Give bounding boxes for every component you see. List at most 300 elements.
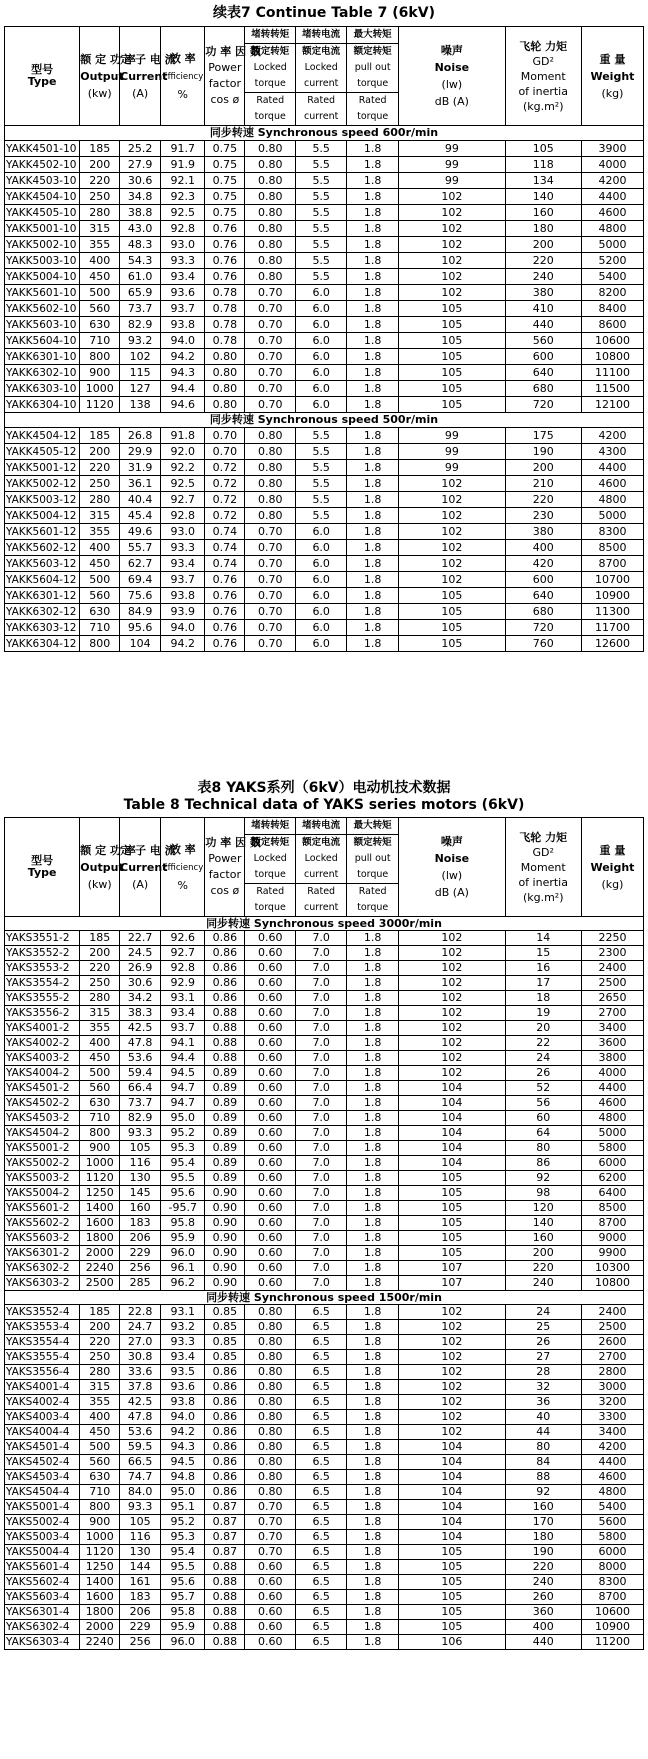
table-cell: 2250 [581, 931, 643, 946]
table-cell: 20 [505, 1021, 581, 1036]
table-cell: 2400 [581, 961, 643, 976]
table-row [5, 1021, 644, 1036]
header-current-unit: (A) [132, 86, 149, 100]
table-cell: 11700 [581, 620, 643, 636]
table-cell: 92.8 [161, 221, 205, 237]
table-cell: 95.7 [161, 1590, 205, 1605]
table-cell: 3900 [581, 141, 643, 157]
header-lc-en2: current [304, 869, 339, 880]
table-cell: 280 [80, 1365, 120, 1380]
table-cell: 1.8 [347, 524, 399, 540]
table-cell: 1.8 [347, 1066, 399, 1081]
table-cell: 0.87 [205, 1500, 245, 1515]
table-cell: 102 [399, 1350, 505, 1365]
table-cell: 280 [80, 492, 120, 508]
table-row [5, 1111, 644, 1126]
table-cell: 93.1 [161, 1305, 205, 1320]
table-cell: 92.5 [161, 205, 205, 221]
table-cell: 6.0 [296, 381, 347, 397]
table-cell: 0.75 [205, 173, 245, 189]
table-cell: 92.1 [161, 173, 205, 189]
header-lt-cn: 堵转转矩 [251, 29, 290, 40]
table-cell: 102 [399, 1395, 505, 1410]
table-cell: YAKS4003-2 [5, 1051, 80, 1066]
table-cell: 0.78 [205, 317, 245, 333]
table-cell: 0.85 [205, 1335, 245, 1350]
table-cell: 720 [505, 620, 581, 636]
table-row [5, 1081, 644, 1096]
table-cell: 1.8 [347, 620, 399, 636]
table-cell: YAKS4502-2 [5, 1096, 80, 1111]
table-row [5, 1575, 644, 1590]
table-cell: 0.60 [245, 1590, 296, 1605]
table-cell: 102 [399, 237, 505, 253]
table-cell: 0.88 [205, 1006, 245, 1021]
table-row [5, 1305, 644, 1320]
table-cell: 3000 [581, 1380, 643, 1395]
table-cell: YAKS4501-2 [5, 1081, 80, 1096]
table-cell: 0.86 [205, 1440, 245, 1455]
table-cell: 94.5 [161, 1455, 205, 1470]
header-noise-en: Noise [434, 61, 470, 74]
table-cell: 0.89 [205, 1066, 245, 1081]
header-mt-en1: pull out [354, 853, 391, 864]
table-cell: 220 [505, 1560, 581, 1575]
table-cell: 400 [505, 540, 581, 556]
header-weight [581, 27, 643, 126]
table-cell: 95.3 [161, 1530, 205, 1545]
table-cell: 0.60 [245, 1216, 296, 1231]
table-cell: 0.86 [205, 1425, 245, 1440]
table-cell: 500 [80, 572, 120, 588]
table-cell: YAKK5604-12 [5, 572, 80, 588]
table-cell: 95.6 [161, 1575, 205, 1590]
table-cell: 4600 [581, 1096, 643, 1111]
table-cell: YAKK6302-10 [5, 365, 80, 381]
header-type [5, 27, 80, 126]
table-cell: 95.2 [161, 1515, 205, 1530]
table-cell: 140 [505, 1216, 581, 1231]
table-cell: 1120 [80, 1171, 120, 1186]
table-cell: 0.80 [245, 269, 296, 285]
table-cell: 380 [505, 524, 581, 540]
table8 [4, 817, 644, 1650]
header-gd-sym: GD² [532, 54, 554, 68]
table-row [5, 1530, 644, 1545]
table-row [5, 492, 644, 508]
table-cell: 1.8 [347, 397, 399, 413]
table-cell: 0.88 [205, 1021, 245, 1036]
table-cell: 0.75 [205, 205, 245, 221]
table-cell: 102 [399, 269, 505, 285]
table-cell: 7.0 [296, 961, 347, 976]
table-cell: 10600 [581, 333, 643, 349]
table-cell: 0.60 [245, 1605, 296, 1620]
table-cell: 230 [505, 508, 581, 524]
table-cell: 1.8 [347, 1320, 399, 1335]
table-cell: 74.7 [120, 1470, 161, 1485]
table-row [5, 365, 644, 381]
table-row [5, 301, 644, 317]
table-cell: 3600 [581, 1036, 643, 1051]
table-cell: 229 [120, 1246, 161, 1261]
table-cell: 95.2 [161, 1126, 205, 1141]
table-cell: 91.7 [161, 141, 205, 157]
table-cell: 680 [505, 381, 581, 397]
table-cell: 0.86 [205, 1380, 245, 1395]
table-cell: 11200 [581, 1635, 643, 1650]
table-cell: 0.60 [245, 1006, 296, 1021]
header-wt-en: Weight [590, 69, 635, 83]
header-mt-sub-cn: 额定转矩 [353, 837, 392, 848]
table-cell: 7.0 [296, 1141, 347, 1156]
table-cell: 19 [505, 1006, 581, 1021]
table-cell: 0.60 [245, 1066, 296, 1081]
table-cell: 10800 [581, 1276, 643, 1291]
table-cell: 40 [505, 1410, 581, 1425]
table-cell: 105 [399, 1545, 505, 1560]
table-cell: 7.0 [296, 1186, 347, 1201]
table-cell: 104 [399, 1141, 505, 1156]
table-cell: 0.80 [245, 1395, 296, 1410]
table-cell: 94.2 [161, 1425, 205, 1440]
table-cell: 1.8 [347, 1605, 399, 1620]
table-cell: 6.0 [296, 397, 347, 413]
table-cell: 400 [80, 1036, 120, 1051]
table-row [5, 1171, 644, 1186]
table-cell: 93.1 [161, 991, 205, 1006]
table-cell: 102 [399, 1320, 505, 1335]
table-cell: 1.8 [347, 540, 399, 556]
table-cell: 1.8 [347, 1410, 399, 1425]
table-cell: 0.70 [245, 397, 296, 413]
table-cell: 1.8 [347, 1051, 399, 1066]
table-cell: 0.80 [205, 349, 245, 365]
table-cell: 8300 [581, 524, 643, 540]
table-cell: YAKS4504-4 [5, 1485, 80, 1500]
table-cell: 102 [399, 1006, 505, 1021]
table-cell: 800 [80, 1500, 120, 1515]
table-cell: 99 [399, 157, 505, 173]
table-cell: 102 [399, 1425, 505, 1440]
header-lt-cn: 堵转转矩 [251, 820, 290, 831]
table-cell: 0.87 [205, 1545, 245, 1560]
header-output-unit: (kw) [87, 86, 112, 100]
table-cell: 0.88 [205, 1635, 245, 1650]
table-cell: 0.74 [205, 556, 245, 572]
header-locked-torque-cn [245, 27, 296, 44]
table-cell: 118 [505, 157, 581, 173]
table-cell: YAKS4004-4 [5, 1425, 80, 1440]
table-cell: YAKK5003-12 [5, 492, 80, 508]
table-cell: 180 [505, 221, 581, 237]
table-cell: YAKK5002-10 [5, 237, 80, 253]
table-cell: 0.72 [205, 476, 245, 492]
table-cell: 1.8 [347, 1261, 399, 1276]
table-cell: 1.8 [347, 1021, 399, 1036]
table-cell: 102 [120, 349, 161, 365]
header-gd-unit: (kg.m²) [522, 99, 564, 113]
table-row [5, 1201, 644, 1216]
table-cell: 1.8 [347, 1590, 399, 1605]
header-lt-en1: Locked [253, 62, 287, 73]
table-cell: 0.89 [205, 1171, 245, 1186]
table-cell: 440 [505, 1635, 581, 1650]
header-gd2 [505, 27, 581, 126]
header-mt-den2: torque [357, 902, 389, 913]
table-cell: 1.8 [347, 1305, 399, 1320]
header-gd-unit: (kg.m²) [522, 890, 564, 904]
header-lc-cn: 堵转电流 [302, 820, 341, 831]
header-max-torque-cn [347, 27, 399, 44]
table-cell: 12100 [581, 397, 643, 413]
table-cell: 1.8 [347, 205, 399, 221]
table-cell: 94.7 [161, 1096, 205, 1111]
table-row [5, 1545, 644, 1560]
table-cell: YAKS5002-4 [5, 1515, 80, 1530]
table-cell: 0.60 [245, 1246, 296, 1261]
table-cell: 96.0 [161, 1635, 205, 1650]
table-cell: 6.5 [296, 1350, 347, 1365]
table-row [5, 1051, 644, 1066]
header-pf-cn: 功 率 因 数 [205, 45, 261, 58]
table-cell: YAKS3554-2 [5, 976, 80, 991]
table-cell: 95.3 [161, 1141, 205, 1156]
table-cell: 6.5 [296, 1335, 347, 1350]
table-cell: 4800 [581, 492, 643, 508]
table-cell: 0.75 [205, 157, 245, 173]
table-cell: 10900 [581, 1620, 643, 1635]
table-cell: 61.0 [120, 269, 161, 285]
table-cell: 62.7 [120, 556, 161, 572]
table-cell: 1120 [80, 1545, 120, 1560]
table-cell: 220 [505, 253, 581, 269]
table-cell: 105 [399, 333, 505, 349]
table-cell: 0.60 [245, 1051, 296, 1066]
table-cell: 0.80 [245, 1485, 296, 1500]
table-cell: 2240 [80, 1635, 120, 1650]
table-cell: 1800 [80, 1605, 120, 1620]
table-cell: 0.70 [245, 604, 296, 620]
table-cell: 256 [120, 1261, 161, 1276]
table-cell: 92.5 [161, 476, 205, 492]
table-cell: 6.5 [296, 1470, 347, 1485]
table-row [5, 1186, 644, 1201]
table-cell: 1.8 [347, 946, 399, 961]
table-cell: 84.0 [120, 1485, 161, 1500]
table-cell: YAKK5603-12 [5, 556, 80, 572]
table-cell: YAKK4505-10 [5, 205, 80, 221]
header-gd-cn: 飞轮 力矩 [519, 830, 568, 844]
table-cell: YAKK5603-10 [5, 317, 80, 333]
table-cell: 0.80 [245, 1470, 296, 1485]
header-noise-cn: 噪声 [440, 835, 463, 848]
table-cell: 0.86 [205, 1410, 245, 1425]
table-cell: 0.70 [205, 428, 245, 444]
table-cell: 2300 [581, 946, 643, 961]
table7-title: 续表7 Continue Table 7 (6kV) [213, 5, 435, 21]
table-cell: 0.80 [245, 476, 296, 492]
table-cell: 720 [505, 397, 581, 413]
table-cell: 105 [399, 381, 505, 397]
header-output-unit: (kw) [87, 877, 112, 891]
table-cell: 0.70 [245, 1530, 296, 1545]
table-cell: 0.80 [245, 460, 296, 476]
table-row [5, 1620, 644, 1635]
table-cell: 0.86 [205, 1395, 245, 1410]
table-cell: 1.8 [347, 1350, 399, 1365]
table-cell: 104 [399, 1515, 505, 1530]
table-cell: 60 [505, 1111, 581, 1126]
header-locked-torque-den [245, 884, 296, 917]
table8-title-en: Table 8 Technical data of YAKS series motors (6kV) [123, 797, 525, 813]
table-cell: 1.8 [347, 476, 399, 492]
table-cell: YAKS3551-2 [5, 931, 80, 946]
table-cell: 0.60 [245, 1081, 296, 1096]
table-cell: 1.8 [347, 1126, 399, 1141]
table-cell: 1.8 [347, 508, 399, 524]
table-row [5, 1141, 644, 1156]
table-cell: 1.8 [347, 1216, 399, 1231]
table-cell: YAKS5003-2 [5, 1171, 80, 1186]
table-cell: 10300 [581, 1261, 643, 1276]
table-cell: YAKK5602-10 [5, 301, 80, 317]
header-type-en: Type [27, 75, 57, 88]
table-cell: 0.60 [245, 1126, 296, 1141]
table-cell: 95.8 [161, 1216, 205, 1231]
table-cell: 102 [399, 1036, 505, 1051]
table-cell: YAKS6301-2 [5, 1246, 80, 1261]
table-cell: 0.60 [245, 961, 296, 976]
table-cell: 105 [399, 604, 505, 620]
table-row [5, 556, 644, 572]
table-cell: 1.8 [347, 333, 399, 349]
table-cell: 43.0 [120, 221, 161, 237]
table-cell: 0.72 [205, 492, 245, 508]
table-cell: 105 [399, 1201, 505, 1216]
table-cell: 1.8 [347, 157, 399, 173]
table-cell: 160 [505, 205, 581, 221]
table-cell: 102 [399, 508, 505, 524]
header-eff-cn: 效 率 [169, 842, 196, 856]
table-cell: 5.5 [296, 492, 347, 508]
table-row [5, 1605, 644, 1620]
table-cell: 99 [399, 460, 505, 476]
table-cell: 0.74 [205, 540, 245, 556]
table-cell: 0.86 [205, 1455, 245, 1470]
header-mt-en2: torque [357, 869, 389, 880]
header-pf-unit: cos ø [210, 93, 240, 106]
table-cell: 1.8 [347, 556, 399, 572]
table-cell: 7.0 [296, 946, 347, 961]
table-cell: 0.70 [245, 349, 296, 365]
table-cell: 0.70 [245, 524, 296, 540]
table-cell: 36.1 [120, 476, 161, 492]
table-cell: 3300 [581, 1410, 643, 1425]
table-cell: 240 [505, 1276, 581, 1291]
table-cell: 7.0 [296, 1126, 347, 1141]
table-cell: 102 [399, 931, 505, 946]
table-cell: YAKS6301-4 [5, 1605, 80, 1620]
table-cell: 0.86 [205, 976, 245, 991]
table-row [5, 1425, 644, 1440]
table-cell: 93.4 [161, 269, 205, 285]
table-cell: 93.3 [161, 253, 205, 269]
table-cell: 95.8 [161, 1605, 205, 1620]
table-cell: 105 [399, 620, 505, 636]
table-cell: 0.86 [205, 1485, 245, 1500]
header-noise-unit2: dB (A) [434, 95, 469, 108]
table-cell: 4400 [581, 1455, 643, 1470]
table-cell: 0.60 [245, 931, 296, 946]
table-cell: 0.70 [245, 1515, 296, 1530]
table-cell: 260 [505, 1590, 581, 1605]
header-noise-en: Noise [434, 852, 470, 865]
header-noise-cn: 噪声 [440, 44, 463, 57]
table-cell: 28 [505, 1365, 581, 1380]
table-cell: 102 [399, 1410, 505, 1425]
table-cell: 30.6 [120, 976, 161, 991]
table-cell: 0.70 [245, 317, 296, 333]
table-cell: 30.6 [120, 173, 161, 189]
table7 [4, 26, 644, 652]
table-row [5, 333, 644, 349]
table-cell: 26 [505, 1335, 581, 1350]
table-cell: 38.8 [120, 205, 161, 221]
header-pf-cn: 功 率 因 数 [205, 836, 261, 849]
table-cell: 6.5 [296, 1455, 347, 1470]
header-lc-sub-cn: 额定电流 [302, 46, 341, 57]
table-cell: 0.86 [205, 991, 245, 1006]
table-cell: 0.80 [245, 189, 296, 205]
table-cell: 710 [80, 1111, 120, 1126]
table-cell: 1.8 [347, 285, 399, 301]
table-cell: YAKK4504-12 [5, 428, 80, 444]
table-cell: 170 [505, 1515, 581, 1530]
table-cell: 2700 [581, 1350, 643, 1365]
table-cell: 400 [505, 1620, 581, 1635]
table-cell: 7.0 [296, 1216, 347, 1231]
table-cell: 84.9 [120, 604, 161, 620]
table-cell: 410 [505, 301, 581, 317]
table-cell: 2700 [581, 1006, 643, 1021]
table-cell: 7.0 [296, 1036, 347, 1051]
table-cell: 92.2 [161, 460, 205, 476]
table-cell: 315 [80, 508, 120, 524]
table-cell: YAKS5601-2 [5, 1201, 80, 1216]
table-cell: 42.5 [120, 1021, 161, 1036]
table-cell: 4600 [581, 476, 643, 492]
table-cell: 5.5 [296, 253, 347, 269]
table-cell: 280 [80, 991, 120, 1006]
table-cell: 95.4 [161, 1156, 205, 1171]
table-cell: 1.8 [347, 976, 399, 991]
table-cell: 6.5 [296, 1320, 347, 1335]
table-cell: 0.70 [245, 588, 296, 604]
table-cell: 0.86 [205, 1470, 245, 1485]
table-cell: 355 [80, 524, 120, 540]
table-row [5, 1440, 644, 1455]
table-cell: 102 [399, 1066, 505, 1081]
table-cell: 355 [80, 1021, 120, 1036]
table-cell: 93.8 [161, 1395, 205, 1410]
table-cell: 8300 [581, 1575, 643, 1590]
header-mt-en2: torque [357, 78, 389, 89]
table-cell: YAKS4502-4 [5, 1455, 80, 1470]
table-cell: 0.90 [205, 1231, 245, 1246]
header-current-unit: (A) [132, 877, 149, 891]
table-cell: 0.76 [205, 253, 245, 269]
